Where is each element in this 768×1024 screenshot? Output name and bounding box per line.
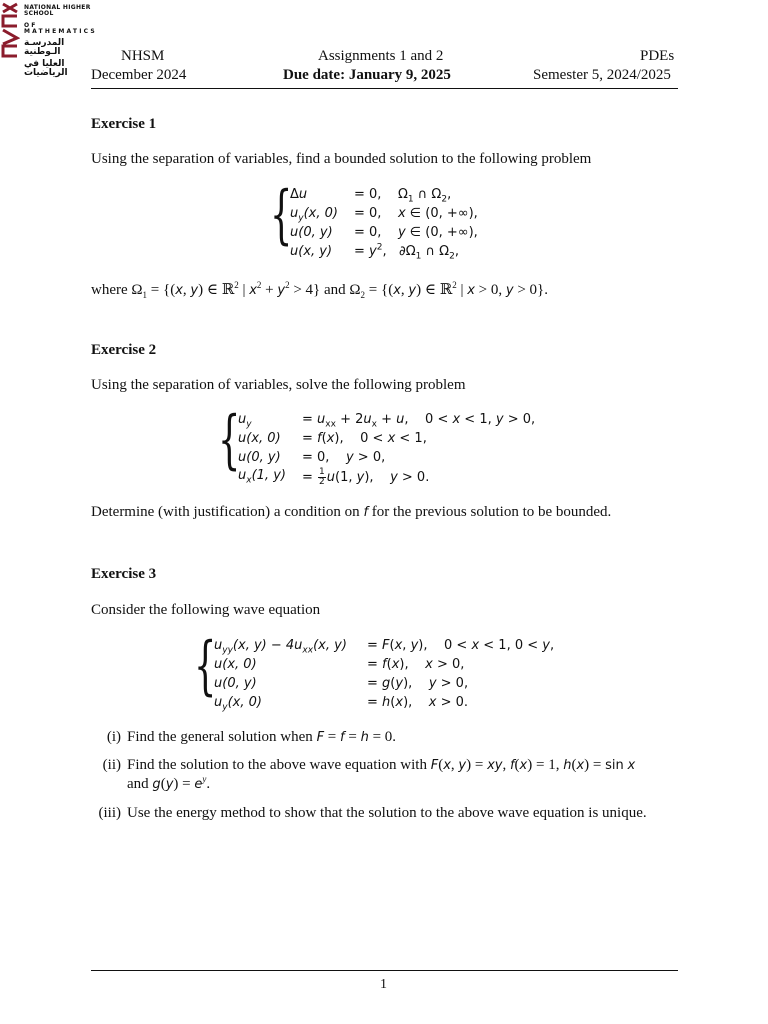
item-label: (iii) bbox=[98, 805, 121, 821]
school-logo bbox=[0, 2, 100, 78]
exercise-1-intro: Using the separation of variables, find a bounded solution to the following problem bbox=[91, 151, 592, 167]
logo-arabic-line: العليا في الرياضيات bbox=[24, 59, 68, 78]
exercise-2-condition: Determine (with justification) a condition on f for the previous solution to be bounded. bbox=[91, 504, 612, 520]
system-brace: { bbox=[218, 403, 241, 477]
header-semester: Semester 5, 2024/2025 bbox=[533, 67, 671, 83]
item-text: and $g(y) = e^y$. bbox=[127, 774, 211, 792]
item-text: Find the solution to the above wave equation with F(x, y) = xy, f(x) = 1, h(x) = sin x bbox=[127, 757, 636, 773]
school-logo-mark-icon bbox=[0, 2, 20, 58]
exercise-2-title: Exercise 2 bbox=[91, 342, 157, 358]
exercise-3-intro: Consider the following wave equation bbox=[91, 602, 321, 618]
header-rule bbox=[91, 88, 678, 89]
item-text: Use the energy method to show that the solution to the above wave equation is unique. bbox=[127, 805, 647, 821]
header-due-date: Due date: January 9, 2025 bbox=[283, 67, 451, 83]
header-date: December 2024 bbox=[91, 67, 187, 83]
footer-rule bbox=[91, 970, 678, 971]
system-brace: { bbox=[194, 629, 217, 703]
logo-text-line: OF MATHEMATICS bbox=[24, 22, 97, 35]
item-label: (i) bbox=[106, 729, 121, 745]
exercise-1-title: Exercise 1 bbox=[91, 116, 157, 132]
exercise-1-domain-definition: where $\Omega_1 = \{(x$, y) ∈ ℝ$^2$ | $x^2 + y^2 > 4$} and $\Omega_2 = \{(x$, y) ∈ ℝ$^2$ | x > 0, y > 0}. bbox=[91, 280, 548, 300]
page-number: 1 bbox=[380, 977, 387, 992]
item-text: Find the general solution when F = f = h = 0. bbox=[127, 729, 397, 745]
header-course: PDEs bbox=[640, 48, 675, 64]
header-institution: NHSM bbox=[121, 48, 165, 64]
item-label: (ii) bbox=[102, 757, 121, 773]
system-brace: { bbox=[270, 178, 293, 252]
exercise-2-intro: Using the separation of variables, solve the following problem bbox=[91, 377, 466, 393]
logo-arabic-line: المدرسـة الـوطنية bbox=[24, 38, 65, 57]
exercise-3-title: Exercise 3 bbox=[91, 566, 157, 582]
logo-text-line: NATIONAL HIGHER SCHOOL bbox=[24, 4, 91, 17]
header-assignment-title: Assignments 1 and 2 bbox=[318, 48, 444, 64]
